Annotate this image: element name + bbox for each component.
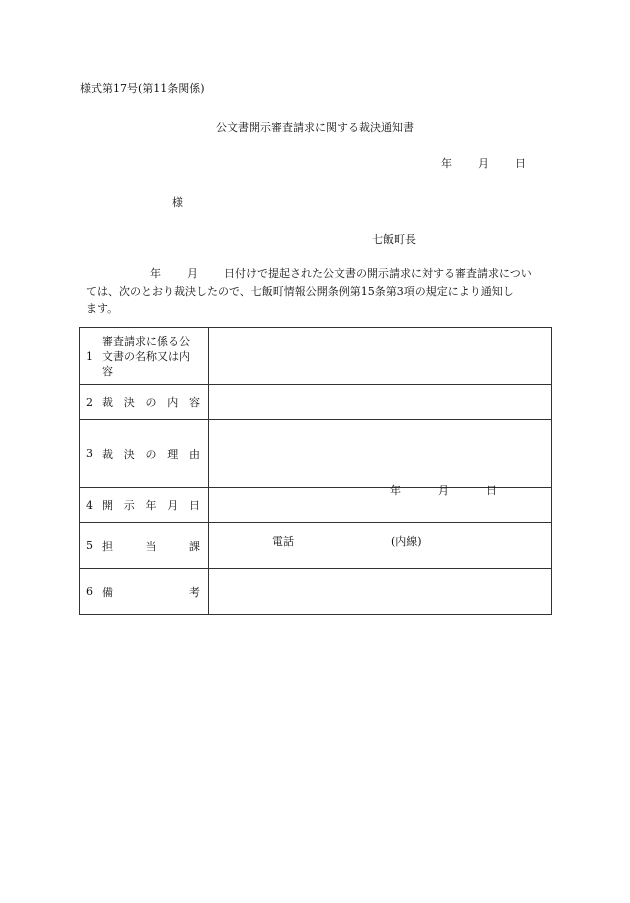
label-line: 審査請求に係る公 [102,334,190,348]
label-char: 考 [189,585,200,599]
table-row [80,488,552,523]
body-line-1-text: 日付けで提起された公文書の開示請求に対する審査請求につい [224,267,532,280]
extension-label: (内線) [391,535,422,548]
label-char: 月 [167,499,179,512]
addressee-suffix: 様 [172,196,183,209]
row-number: 1 [86,349,93,363]
notice-body [86,265,556,318]
value-document-name[interactable] [209,328,552,385]
issue-date-year: 年 [441,157,452,170]
issuer-name: 七飯町長 [372,233,416,246]
label-char: 由 [189,447,200,461]
value-disclosure-date[interactable] [209,484,552,523]
row-number: 3 [86,447,93,460]
body-line-3: ます。 [86,302,119,315]
table-row [80,385,552,420]
body-line-2: ては、次のとおり裁決したので、七飯町情報公開条例第15条第3項の規定により通知し [86,284,514,298]
label-char: 裁 [102,447,113,461]
value-decision-reason[interactable] [209,420,552,488]
value-department[interactable] [209,523,552,569]
row-label-disclosure-date [80,488,209,523]
value-remarks[interactable] [209,569,552,615]
row-label-department [80,523,209,569]
row-label-decision-content [80,385,209,420]
label-char: 備 [102,585,113,599]
label-char: の [145,396,157,409]
label-char: 日 [189,499,200,512]
body-month: 月 [187,267,198,280]
label-line: 文書の名称又は内 [102,349,190,363]
label-char: 示 [123,499,135,512]
value-decision-content[interactable] [209,385,552,420]
table-row [80,569,552,615]
label-char: 課 [189,539,200,553]
label-char: 年 [145,499,157,512]
body-line-1 [86,265,556,283]
label-char: 担 [102,539,113,553]
row-number: 4 [86,498,93,512]
label-line: 容 [102,364,113,378]
row-number: 6 [86,585,93,598]
row-number: 2 [86,395,93,409]
label-char: 決 [123,396,135,409]
table-row [80,420,552,488]
issue-date-month: 月 [478,157,489,170]
row-label-remarks [80,569,209,615]
label-char: の [145,447,157,461]
row-label-decision-reason [80,420,209,488]
disclosure-day: 日 [486,484,497,497]
label-char: 裁 [102,396,113,409]
label-char: 開 [102,499,113,512]
phone-label: 電話 [272,535,294,548]
disclosure-year: 年 [390,484,401,497]
table-row [80,523,552,569]
body-year: 年 [150,267,161,280]
row-label-document-name [80,328,209,385]
label-char: 当 [145,539,157,553]
table-row [80,328,552,385]
row-number: 5 [86,539,93,552]
label-char: 内 [167,396,179,409]
form-number: 様式第17号(第11条関係) [80,82,205,95]
label-char: 決 [123,447,135,461]
label-char: 理 [167,447,179,461]
issue-date-day: 日 [515,157,526,170]
label-char: 容 [189,396,200,409]
document-title: 公文書開示審査請求に関する裁決通知書 [216,121,414,134]
issue-date-line [441,155,526,171]
disclosure-month: 月 [438,484,449,497]
decision-table [79,327,552,615]
